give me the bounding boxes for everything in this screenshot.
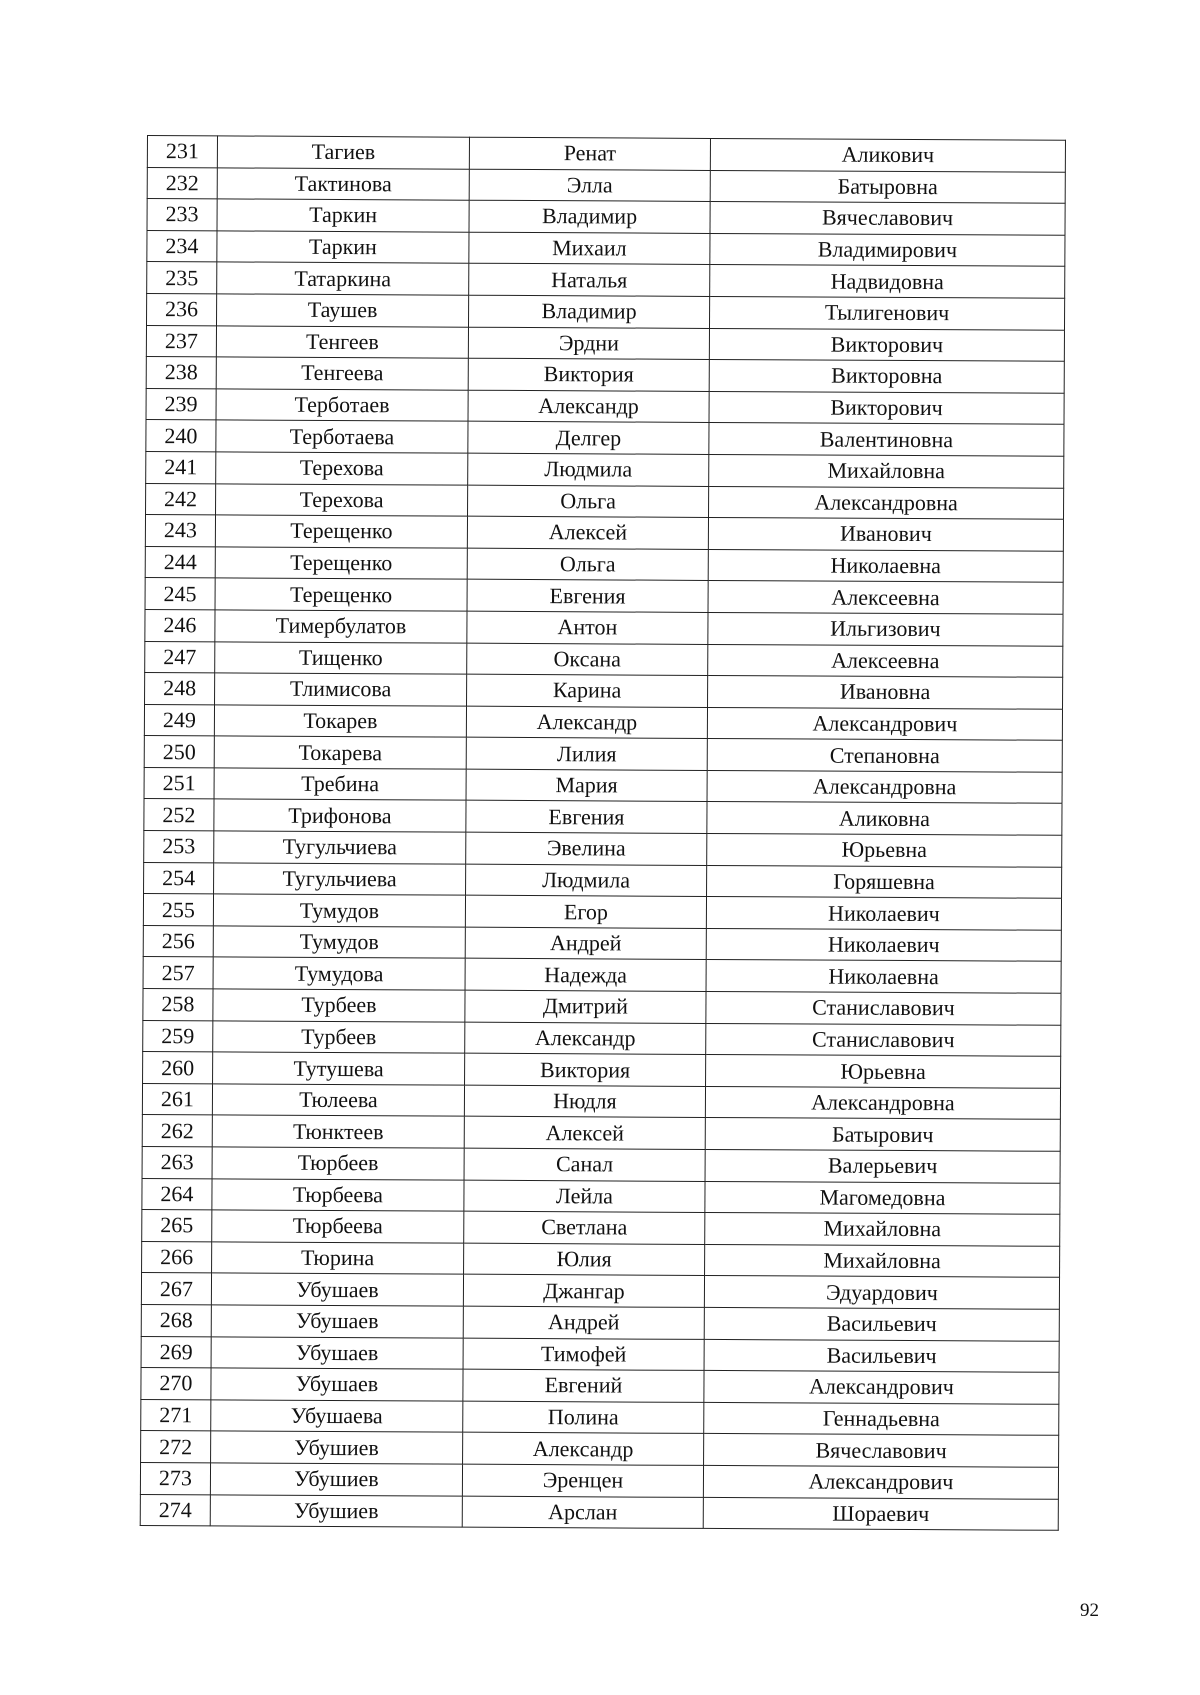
row-number-cell: 261 bbox=[142, 1083, 212, 1115]
patronymic-cell: Эдуардович bbox=[704, 1276, 1059, 1309]
given-name-cell: Светлана bbox=[464, 1211, 705, 1244]
patronymic-cell: Горяшевна bbox=[707, 865, 1062, 898]
table-row bbox=[146, 388, 1064, 424]
given-name-cell: Дмитрий bbox=[465, 990, 706, 1023]
row-number-cell: 232 bbox=[147, 167, 217, 199]
row-number-cell: 264 bbox=[142, 1178, 212, 1210]
patronymic-cell: Надвидовна bbox=[710, 265, 1065, 298]
surname-cell: Убушиев bbox=[210, 1494, 462, 1527]
row-number-cell: 239 bbox=[146, 388, 216, 420]
given-name-cell: Надежда bbox=[465, 959, 706, 992]
given-name-cell: Андрей bbox=[463, 1306, 704, 1339]
row-number-cell: 274 bbox=[140, 1494, 210, 1526]
patronymic-cell: Александровна bbox=[707, 770, 1062, 803]
given-name-cell: Людмила bbox=[466, 864, 707, 897]
row-number-cell: 235 bbox=[147, 262, 217, 294]
row-number-cell: 269 bbox=[141, 1336, 211, 1368]
patronymic-cell: Васильевич bbox=[704, 1307, 1059, 1340]
given-name-cell: Ренат bbox=[469, 137, 710, 170]
table-row bbox=[144, 704, 1062, 740]
given-name-cell: Эренцен bbox=[462, 1464, 703, 1497]
table-row bbox=[144, 799, 1062, 835]
given-name-cell: Александр bbox=[466, 706, 707, 739]
row-number-cell: 236 bbox=[147, 293, 217, 325]
table-row bbox=[144, 767, 1062, 803]
table-row bbox=[142, 1146, 1060, 1182]
table-row bbox=[142, 1115, 1060, 1151]
row-number-cell: 257 bbox=[143, 957, 213, 989]
table-row bbox=[141, 1273, 1059, 1309]
surname-cell: Убушиев bbox=[211, 1431, 463, 1464]
surname-cell: Турбеев bbox=[213, 1020, 465, 1053]
patronymic-cell: Николаевна bbox=[706, 960, 1061, 993]
surname-cell: Таркин bbox=[217, 199, 469, 232]
table-row bbox=[141, 1336, 1059, 1372]
given-name-cell: Владимир bbox=[469, 200, 710, 233]
patronymic-cell: Викторович bbox=[709, 328, 1064, 361]
surname-cell: Токарева bbox=[214, 736, 466, 769]
patronymic-cell: Алексеевна bbox=[708, 581, 1063, 614]
surname-cell: Тумудов bbox=[213, 894, 465, 927]
row-number-cell: 249 bbox=[144, 704, 214, 736]
surname-cell: Убушаева bbox=[211, 1400, 463, 1433]
surname-cell: Тюнктеев bbox=[212, 1115, 464, 1148]
table-row bbox=[142, 1241, 1060, 1277]
given-name-cell: Элла bbox=[469, 169, 710, 202]
table-row bbox=[145, 609, 1063, 645]
given-name-cell: Лилия bbox=[466, 737, 707, 770]
given-name-cell: Виктория bbox=[465, 1053, 706, 1086]
table-row bbox=[146, 325, 1064, 361]
given-name-cell: Карина bbox=[467, 674, 708, 707]
given-name-cell: Мария bbox=[466, 769, 707, 802]
surname-cell: Татаркина bbox=[217, 262, 469, 295]
table-row bbox=[141, 1304, 1059, 1340]
surname-cell: Токарев bbox=[214, 705, 466, 738]
given-name-cell: Оксана bbox=[467, 643, 708, 676]
row-number-cell: 262 bbox=[142, 1115, 212, 1147]
given-name-cell: Юлия bbox=[464, 1243, 705, 1276]
table-row bbox=[143, 957, 1061, 993]
patronymic-cell: Аликович bbox=[710, 138, 1065, 171]
surname-cell: Трифонова bbox=[214, 799, 466, 832]
given-name-cell: Алексей bbox=[467, 516, 708, 549]
surname-cell: Тугульчиева bbox=[214, 863, 466, 896]
row-number-cell: 234 bbox=[147, 230, 217, 262]
table-row bbox=[143, 925, 1061, 961]
surname-cell: Терещенко bbox=[215, 515, 467, 548]
row-number-cell: 256 bbox=[143, 925, 213, 957]
surname-cell: Таушев bbox=[217, 294, 469, 327]
patronymic-cell: Геннадьевна bbox=[704, 1402, 1059, 1435]
patronymic-cell: Михайловна bbox=[705, 1213, 1060, 1246]
patronymic-cell: Станиславович bbox=[706, 1023, 1061, 1056]
row-number-cell: 270 bbox=[141, 1368, 211, 1400]
row-number-cell: 271 bbox=[141, 1399, 211, 1431]
table-row bbox=[143, 1020, 1061, 1056]
patronymic-cell: Александрович bbox=[704, 1371, 1059, 1404]
table-row bbox=[145, 515, 1063, 551]
patronymic-cell: Валентиновна bbox=[709, 423, 1064, 456]
surname-cell: Тимербулатов bbox=[215, 610, 467, 643]
row-number-cell: 240 bbox=[146, 420, 216, 452]
table-row bbox=[147, 199, 1065, 235]
table-row bbox=[141, 1368, 1059, 1404]
patronymic-cell: Васильевич bbox=[704, 1339, 1059, 1372]
surname-cell: Тюлеева bbox=[212, 1084, 464, 1117]
patronymic-cell: Юрьевна bbox=[706, 1055, 1061, 1088]
patronymic-cell: Шораевич bbox=[703, 1497, 1058, 1530]
surname-cell: Тенгеева bbox=[216, 357, 468, 390]
table-row bbox=[146, 451, 1064, 487]
surname-cell: Тагиев bbox=[217, 136, 469, 169]
row-number-cell: 273 bbox=[140, 1462, 210, 1494]
row-number-cell: 243 bbox=[145, 515, 215, 547]
given-name-cell: Александр bbox=[463, 1433, 704, 1466]
patronymic-cell: Юрьевна bbox=[707, 834, 1062, 867]
surname-cell: Тумудов bbox=[213, 926, 465, 959]
patronymic-cell: Аликовна bbox=[707, 802, 1062, 835]
given-name-cell: Людмила bbox=[468, 453, 709, 486]
table-row bbox=[143, 1052, 1061, 1088]
roster-table-body bbox=[140, 136, 1065, 1531]
table-row bbox=[146, 420, 1064, 456]
surname-cell: Тугульчиева bbox=[214, 831, 466, 864]
table-row bbox=[147, 167, 1065, 203]
row-number-cell: 247 bbox=[145, 641, 215, 673]
roster-table bbox=[140, 135, 1066, 1531]
table-row bbox=[140, 1494, 1058, 1530]
surname-cell: Тутушева bbox=[213, 1052, 465, 1085]
surname-cell: Тюрбеев bbox=[212, 1147, 464, 1180]
row-number-cell: 251 bbox=[144, 767, 214, 799]
patronymic-cell: Тылигенович bbox=[709, 296, 1064, 329]
table-row bbox=[145, 673, 1063, 709]
patronymic-cell: Александрович bbox=[703, 1465, 1058, 1498]
row-number-cell: 260 bbox=[143, 1052, 213, 1084]
given-name-cell: Михаил bbox=[469, 232, 710, 265]
patronymic-cell: Владимирович bbox=[710, 233, 1065, 266]
given-name-cell: Алексей bbox=[464, 1117, 705, 1150]
table-row bbox=[140, 1462, 1058, 1498]
patronymic-cell: Ивановна bbox=[708, 676, 1063, 709]
patronymic-cell: Викторовна bbox=[709, 360, 1064, 393]
surname-cell: Тищенко bbox=[215, 641, 467, 674]
surname-cell: Тюрбеева bbox=[212, 1210, 464, 1243]
surname-cell: Убушаев bbox=[211, 1368, 463, 1401]
patronymic-cell: Иванович bbox=[708, 518, 1063, 551]
table-row bbox=[142, 1083, 1060, 1119]
given-name-cell: Ольга bbox=[467, 548, 708, 581]
row-number-cell: 248 bbox=[145, 673, 215, 705]
patronymic-cell: Вячеславович bbox=[704, 1434, 1059, 1467]
given-name-cell: Ольга bbox=[468, 485, 709, 518]
patronymic-cell: Николаевич bbox=[706, 897, 1061, 930]
surname-cell: Тенгеев bbox=[216, 325, 468, 358]
table-row bbox=[143, 989, 1061, 1025]
surname-cell: Терботаев bbox=[216, 389, 468, 422]
row-number-cell: 252 bbox=[144, 799, 214, 831]
page-number: 92 bbox=[1080, 1600, 1099, 1621]
table-row bbox=[147, 293, 1065, 329]
surname-cell: Терботаева bbox=[216, 420, 468, 453]
given-name-cell: Делгер bbox=[468, 422, 709, 455]
row-number-cell: 238 bbox=[146, 357, 216, 389]
row-number-cell: 244 bbox=[145, 546, 215, 578]
given-name-cell: Лейла bbox=[464, 1180, 705, 1213]
patronymic-cell: Батырович bbox=[705, 1118, 1060, 1151]
row-number-cell: 254 bbox=[144, 862, 214, 894]
row-number-cell: 242 bbox=[146, 483, 216, 515]
table-row bbox=[144, 736, 1062, 772]
given-name-cell: Эрдни bbox=[468, 327, 709, 360]
row-number-cell: 246 bbox=[145, 609, 215, 641]
row-number-cell: 266 bbox=[142, 1241, 212, 1273]
surname-cell: Терещенко bbox=[215, 578, 467, 611]
given-name-cell: Санал bbox=[464, 1148, 705, 1181]
patronymic-cell: Вячеславович bbox=[710, 202, 1065, 235]
patronymic-cell: Батыровна bbox=[710, 170, 1065, 203]
table-row bbox=[146, 483, 1064, 519]
patronymic-cell: Викторович bbox=[709, 391, 1064, 424]
row-number-cell: 267 bbox=[141, 1273, 211, 1305]
surname-cell: Турбеев bbox=[213, 989, 465, 1022]
row-number-cell: 255 bbox=[143, 894, 213, 926]
given-name-cell: Евгения bbox=[467, 579, 708, 612]
patronymic-cell: Магомедовна bbox=[705, 1181, 1060, 1214]
surname-cell: Убушаев bbox=[211, 1273, 463, 1306]
row-number-cell: 263 bbox=[142, 1146, 212, 1178]
row-number-cell: 241 bbox=[146, 451, 216, 483]
row-number-cell: 258 bbox=[143, 989, 213, 1021]
given-name-cell: Наталья bbox=[469, 264, 710, 297]
surname-cell: Таркин bbox=[217, 231, 469, 264]
table-row bbox=[147, 136, 1065, 172]
given-name-cell: Антон bbox=[467, 611, 708, 644]
table-row bbox=[147, 262, 1065, 298]
patronymic-cell: Алексеевна bbox=[708, 644, 1063, 677]
patronymic-cell: Александровна bbox=[709, 486, 1064, 519]
row-number-cell: 250 bbox=[144, 736, 214, 768]
row-number-cell: 272 bbox=[141, 1431, 211, 1463]
surname-cell: Терещенко bbox=[215, 547, 467, 580]
table-row bbox=[147, 230, 1065, 266]
given-name-cell: Евгений bbox=[463, 1369, 704, 1402]
table-row bbox=[142, 1210, 1060, 1246]
given-name-cell: Владимир bbox=[469, 295, 710, 328]
row-number-cell: 245 bbox=[145, 578, 215, 610]
given-name-cell: Виктория bbox=[468, 358, 709, 391]
table-row bbox=[144, 862, 1062, 898]
given-name-cell: Тимофей bbox=[463, 1338, 704, 1371]
table-row bbox=[145, 578, 1063, 614]
table-row bbox=[145, 546, 1063, 582]
row-number-cell: 253 bbox=[144, 831, 214, 863]
table-row bbox=[141, 1399, 1059, 1435]
row-number-cell: 259 bbox=[143, 1020, 213, 1052]
given-name-cell: Егор bbox=[465, 895, 706, 928]
surname-cell: Тюрина bbox=[212, 1242, 464, 1275]
patronymic-cell: Николаевна bbox=[708, 549, 1063, 582]
given-name-cell: Джангар bbox=[463, 1275, 704, 1308]
patronymic-cell: Станиславович bbox=[706, 991, 1061, 1024]
table-row bbox=[144, 831, 1062, 867]
surname-cell: Требина bbox=[214, 768, 466, 801]
surname-cell: Терехова bbox=[216, 452, 468, 485]
patronymic-cell: Александровна bbox=[705, 1086, 1060, 1119]
patronymic-cell: Николаевич bbox=[706, 928, 1061, 961]
given-name-cell: Александр bbox=[468, 390, 709, 423]
surname-cell: Тактинова bbox=[217, 167, 469, 200]
surname-cell: Тумудова bbox=[213, 957, 465, 990]
row-number-cell: 265 bbox=[142, 1210, 212, 1242]
given-name-cell: Полина bbox=[463, 1401, 704, 1434]
patronymic-cell: Валерьевич bbox=[705, 1149, 1060, 1182]
given-name-cell: Александр bbox=[465, 1022, 706, 1055]
row-number-cell: 233 bbox=[147, 199, 217, 231]
patronymic-cell: Михайловна bbox=[709, 454, 1064, 487]
given-name-cell: Андрей bbox=[465, 927, 706, 960]
row-number-cell: 237 bbox=[146, 325, 216, 357]
row-number-cell: 268 bbox=[141, 1304, 211, 1336]
given-name-cell: Евгения bbox=[466, 801, 707, 834]
patronymic-cell: Степановна bbox=[707, 739, 1062, 772]
surname-cell: Убушиев bbox=[210, 1463, 462, 1496]
surname-cell: Убушаев bbox=[211, 1305, 463, 1338]
surname-cell: Тюрбеева bbox=[212, 1178, 464, 1211]
table-row bbox=[146, 357, 1064, 393]
given-name-cell: Арслан bbox=[462, 1496, 703, 1529]
surname-cell: Убушаев bbox=[211, 1336, 463, 1369]
surname-cell: Терехова bbox=[216, 483, 468, 516]
table-row bbox=[141, 1431, 1059, 1467]
given-name-cell: Эвелина bbox=[466, 832, 707, 865]
patronymic-cell: Александрович bbox=[707, 707, 1062, 740]
table-row bbox=[145, 641, 1063, 677]
row-number-cell: 231 bbox=[147, 136, 217, 168]
surname-cell: Тлимисова bbox=[215, 673, 467, 706]
given-name-cell: Нюдля bbox=[464, 1085, 705, 1118]
patronymic-cell: Михайловна bbox=[705, 1244, 1060, 1277]
table-row bbox=[143, 894, 1061, 930]
patronymic-cell: Ильгизович bbox=[708, 612, 1063, 645]
table-row bbox=[142, 1178, 1060, 1214]
